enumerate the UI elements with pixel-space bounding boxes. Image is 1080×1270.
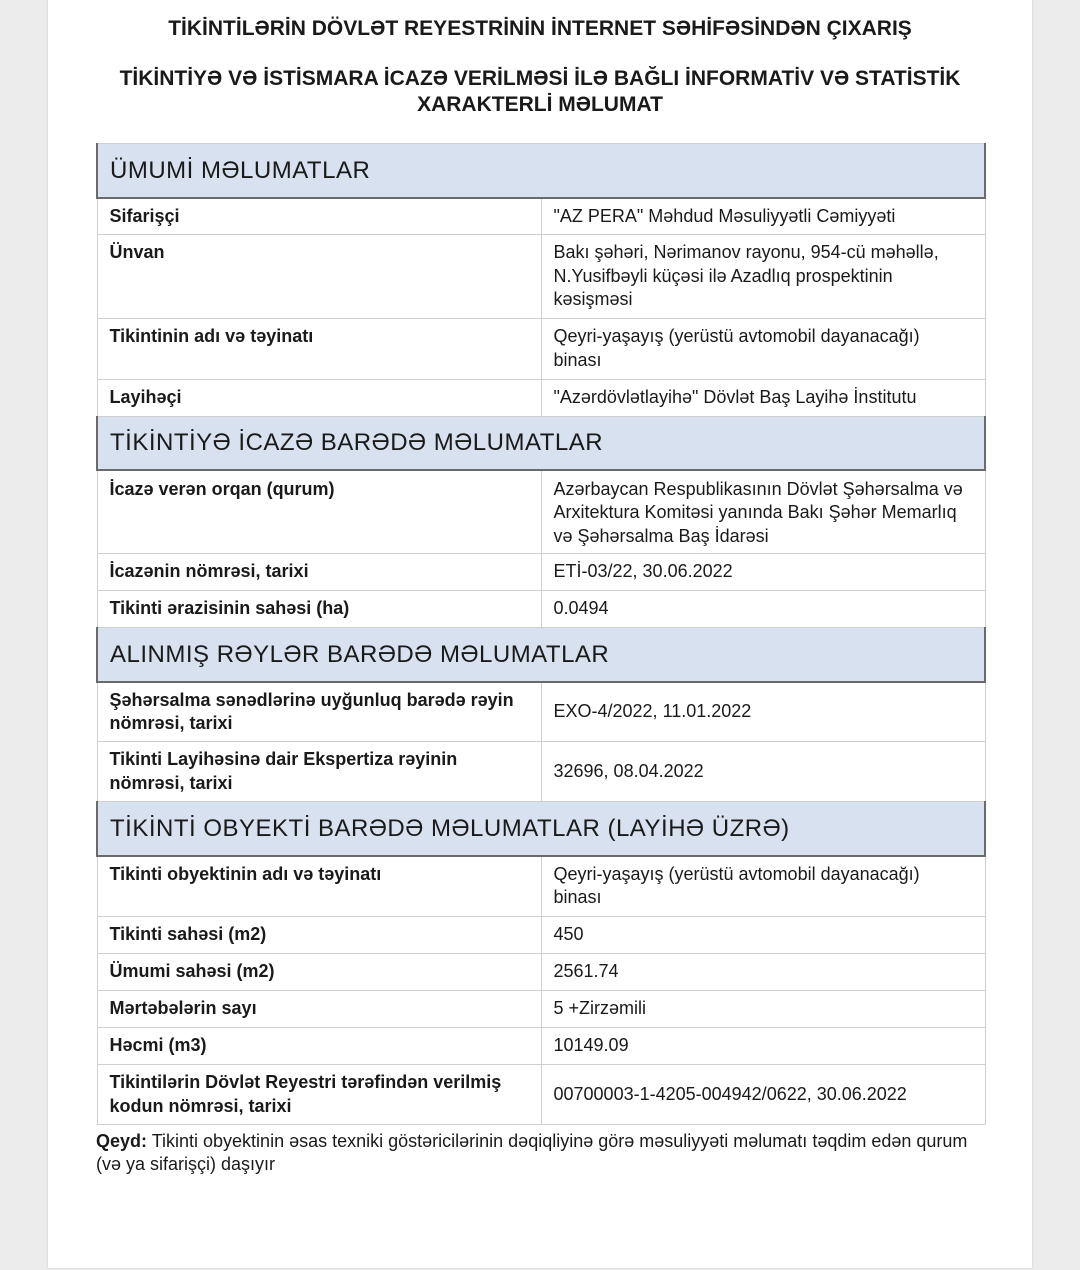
row-value: EXO-4/2022, 11.01.2022 (541, 682, 985, 742)
row-label: Həcmi (m3) (97, 1028, 541, 1065)
section-header-permit (97, 417, 985, 470)
row-label: Tikinti obyektinin adı və təyinatı (97, 856, 541, 917)
section-title: TİKİNTİ OBYEKTİ BARƏDƏ MƏLUMATLAR (LAYİHƏ ÜZRƏ) (97, 802, 985, 856)
table-row (97, 682, 985, 742)
row-value: Qeyri-yaşayış (yerüstü avtomobil dayanacağı) binası (541, 319, 985, 380)
subtitle-line-2: XARAKTERLİ MƏLUMAT (417, 93, 663, 116)
row-value: 0.0494 (541, 591, 985, 628)
section-header-general (97, 144, 985, 198)
table-row (97, 917, 985, 954)
table-row (97, 954, 985, 991)
row-label: Ümumi sahəsi (m2) (97, 954, 541, 991)
row-label: Mərtəbələrin sayı (97, 991, 541, 1028)
row-value: 2561.74 (541, 954, 985, 991)
table-row (97, 319, 985, 380)
row-value: 450 (541, 917, 985, 954)
row-value: 10149.09 (541, 1028, 985, 1065)
table-row (97, 856, 985, 917)
document-subtitle (48, 66, 1032, 118)
table-row (97, 1028, 985, 1065)
row-value: Bakı şəhəri, Nərimanov rayonu, 954-cü məhəllə, N.Yusifbəyli küçəsi ilə Azadlıq prospektinin kəsişməsi (541, 235, 985, 319)
section-title: ÜMUMİ MƏLUMATLAR (97, 144, 985, 198)
table-row (97, 235, 985, 319)
footnote (96, 1130, 976, 1176)
table-row (97, 591, 985, 628)
row-label: Tikintilərin Dövlət Reyestri tərəfindən verilmiş kodun nömrəsi, tarixi (97, 1065, 541, 1125)
row-value: Azərbaycan Respublikasının Dövlət Şəhərsalma və Arxitektura Komitəsi yanında Bakı Şəhər Memarlıq və Şəhərsalma Baş İdarəsi (541, 470, 985, 554)
table-row (97, 1065, 985, 1125)
subtitle-line-1: TİKİNTİYƏ VƏ İSTİSMARA İCAZƏ VERİLMƏSİ İLƏ BAĞLI İNFORMATİV VƏ STATİSTİK (119, 67, 961, 90)
section-header-opinions (97, 628, 985, 682)
footnote-label: Qeyd: (96, 1131, 148, 1151)
section-header-object (97, 802, 985, 856)
row-value: 32696, 08.04.2022 (541, 742, 985, 802)
table-row (97, 554, 985, 591)
row-value: ETİ-03/22, 30.06.2022 (541, 554, 985, 591)
row-value: "AZ PERA" Məhdud Məsuliyyətli Cəmiyyəti (541, 198, 985, 235)
document-title: TİKİNTİLƏRİN DÖVLƏT REYESTRİNİN İNTERNET SƏHİFƏSİNDƏN ÇIXARIŞ (168, 17, 912, 40)
row-value: Qeyri-yaşayış (yerüstü avtomobil dayanacağı) binası (541, 856, 985, 917)
table-row (97, 470, 985, 554)
row-label: Tikinti Layihəsinə dair Ekspertiza rəyinin nömrəsi, tarixi (97, 742, 541, 802)
row-label: Ünvan (97, 235, 541, 319)
info-table (96, 143, 986, 1125)
table-row (97, 198, 985, 235)
table-row (97, 380, 985, 417)
row-label: Şəhərsalma sənədlərinə uyğunluq barədə rəyin nömrəsi, tarixi (97, 682, 541, 742)
section-title: ALINMIŞ RƏYLƏR BARƏDƏ MƏLUMATLAR (97, 628, 985, 682)
row-label: İcazənin nömrəsi, tarixi (97, 554, 541, 591)
row-label: Layihəçi (97, 380, 541, 417)
row-value: 00700003-1-4205-004942/0622, 30.06.2022 (541, 1065, 985, 1125)
table-row (97, 742, 985, 802)
row-value: 5 +Zirzəmili (541, 991, 985, 1028)
section-title: TİKİNTİYƏ İCAZƏ BARƏDƏ MƏLUMATLAR (97, 417, 985, 470)
document-page (48, 0, 1032, 1268)
footnote-text: Tikinti obyektinin əsas texniki göstəricilərinin dəqiqliyinə görə məsuliyyəti məlumatı təqdim edən qurum (və ya sifarişçi) daşıyır (96, 1131, 968, 1174)
row-label: Tikinti ərazisinin sahəsi (ha) (97, 591, 541, 628)
row-value: "Azərdövlətlayihə" Dövlət Baş Layihə İnstitutu (541, 380, 985, 417)
row-label: Sifarişçi (97, 198, 541, 235)
row-label: Tikintinin adı və təyinatı (97, 319, 541, 380)
row-label: İcazə verən orqan (qurum) (97, 470, 541, 554)
row-label: Tikinti sahəsi (m2) (97, 917, 541, 954)
table-row (97, 991, 985, 1028)
